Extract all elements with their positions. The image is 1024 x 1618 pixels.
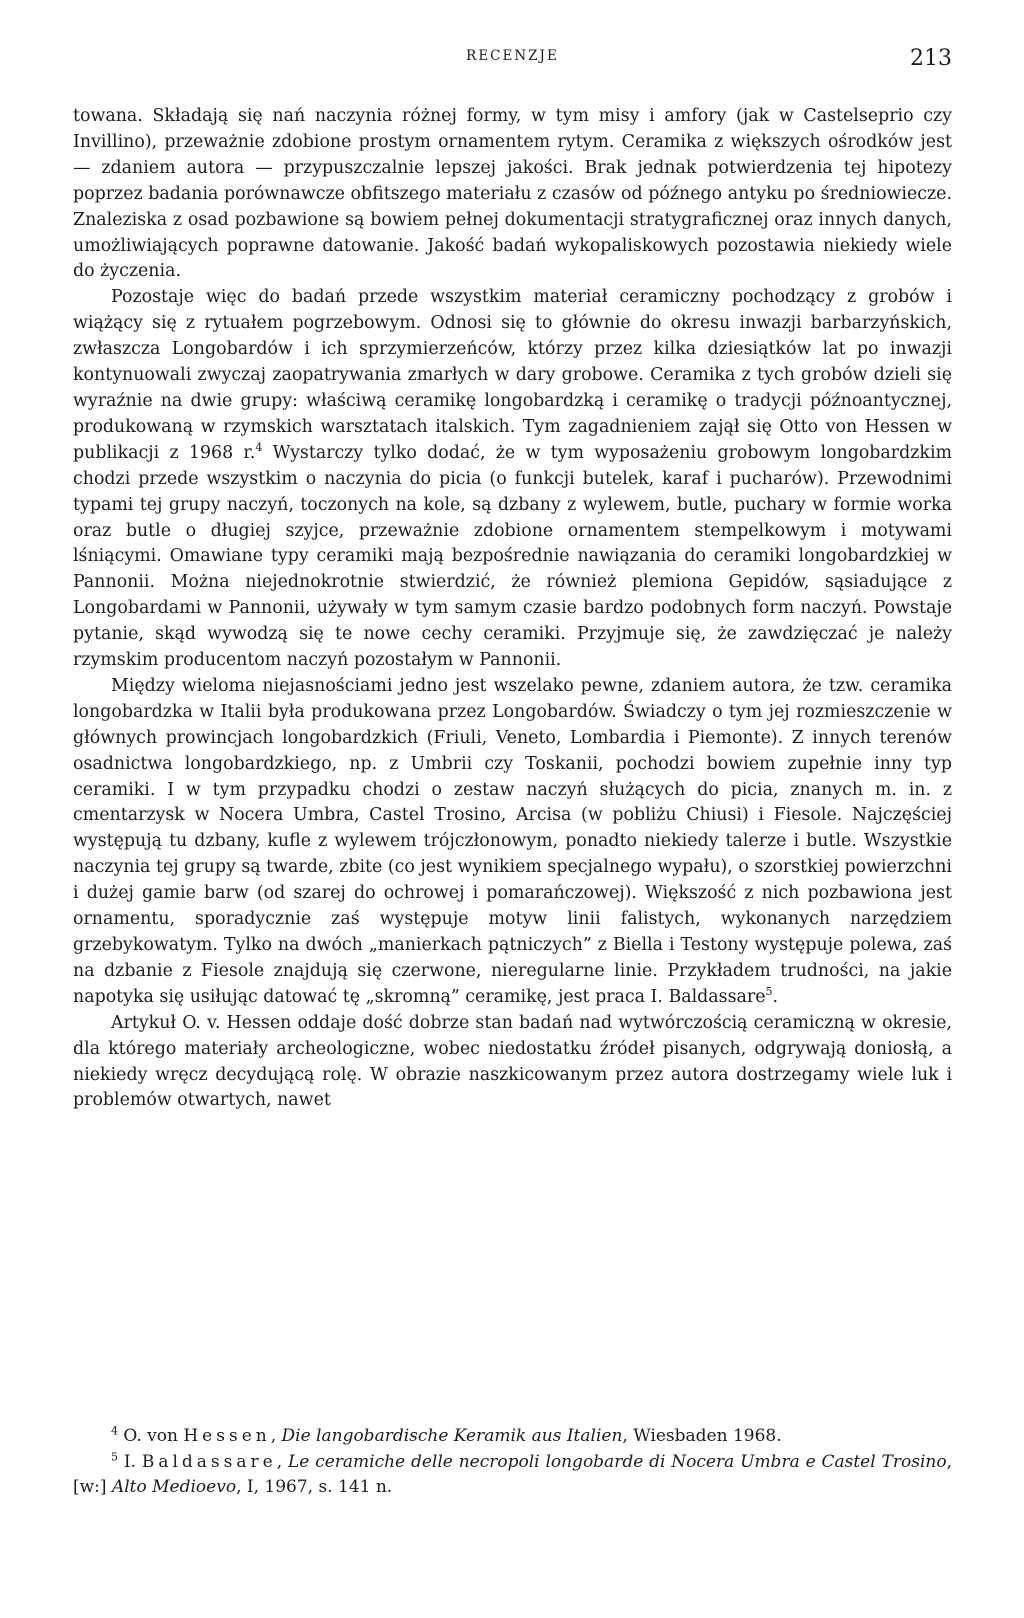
- page-header: [73, 40, 952, 76]
- footnote-5-journal: Alto Medioevo: [111, 1477, 237, 1497]
- paragraph-3-part-b: .: [772, 986, 779, 1007]
- footnote-5-author: Baldassare: [141, 1451, 277, 1472]
- footnote-5-number: 5: [111, 1449, 118, 1463]
- footnote-4-sep: ,: [270, 1426, 282, 1446]
- footnote-5-mid: , [w:]: [73, 1451, 952, 1497]
- footnote-5-author-initial: I.: [123, 1451, 142, 1472]
- footnote-4-author-initial: O. von: [123, 1426, 184, 1446]
- footnote-5-rest: , I, 1967, s. 141 n.: [236, 1477, 393, 1497]
- footnotes: [73, 1424, 952, 1501]
- footnote-5: [73, 1450, 952, 1501]
- footnote-4-rest: , Wiesbaden 1968.: [622, 1426, 782, 1446]
- paragraph-3-part-a: Między wieloma niejasnościami jedno jest wszelako pewne, zdaniem autora, że tzw. ceramika longobardzka w Italii była produkowana przez Longobardów. Świadczy o tym jej rozmieszczenie w głównych prowincjach longobardzkich (Friuli, Veneto, Lombardia i Piemonte). Z innych terenów osadnictwa longobardzkiego, np. z Umbrii czy Toskanii, pochodzi bowiem zupełnie inny typ ceramiki. I w tym przypadku chodzi o zestaw naczyń służących do picia, znanych m. in. z cmentarzysk w Nocera Umbra, Castel Trosino, Arcisa (w pobliżu Chiusi) i Fiesole. Najczęściej występują tu dzbany, kufle z wylewem trójczłonowym, ponadto niekiedy talerze i butle. Wszystkie naczynia tej grupy są twarde, zbite (co jest wynikiem specjalnego wypału), o szorstkiej powierzchni i dużej gamie barw (od szarej do ochrowej i pomarańczowej). Większość z nich pozbawiona jest ornamentu, sporadycznie zaś występuje motyw linii falistych, wykonanych narzędziem grzebykowatym. Tylko na dwóch „manierkach pątniczych” z Biella i Testony występuje polewa, zaś na dzbanie z Fiesole znajdują się czerwone, nieregularne linie. Przykładem trudności, na jakie napotyka się usiłując datować tę „skromną” ceramikę, jest praca I. Baldassare: [73, 675, 952, 1007]
- footnote-4-title: Die langobardische Keramik aus Italien: [281, 1426, 623, 1446]
- paragraph-2-part-b: Wystarczy tylko dodać, że w tym wyposażeniu grobowym longobardzkim chodzi przede wszystkim o naczynia do picia (o funkcji butelek, karaf i pucharów). Przewodnimi typami tej grupy naczyń, toczonych na kole, są dzbany z wylewem, butle, puchary w formie worka oraz butle o długiej szyjce, przeważnie zdobione ornamentem stempelkowym i motywami lśniącymi. Omawiane typy ceramiki mają bezpośrednie nawiązania do ceramiki longobardzkiej w Pannonii. Można niejednokrotnie stwierdzić, że również plemiona Gepidów, sąsiadujące z Longobardami w Pannonii, używały w tym samym czasie bardzo podobnych form naczyń. Powstaje pytanie, skąd wywodzą się te nowe cechy ceramiki. Przyjmuje się, że zawdzięczać je należy rzymskim producentom naczyń pozostałym w Pannonii.: [73, 442, 952, 671]
- footnote-5-title: Le ceramiche delle necropoli longobarde di Nocera Umbra e Castel Trosino: [287, 1451, 947, 1472]
- footnote-5-sep: ,: [276, 1451, 288, 1472]
- footnote-4-author: Hessen: [183, 1426, 271, 1446]
- paragraph-4: Artykuł O. v. Hessen oddaje dość dobrze stan badań nad wytwórczością ceramiczną w okresie, dla którego materiały archeologiczne, wobec niedostatku źródeł pisanych, odgrywają doniosłą, a niekiedy wręcz decydującą rolę. W obrazie naszkicowanym przez autora dostrzegamy wiele luk i problemów otwartych, nawet: [73, 1012, 952, 1111]
- footnote-4-number: 4: [111, 1424, 118, 1438]
- paragraph-1: towana. Składają się nań naczynia różnej formy, w tym misy i amfory (jak w Castelseprio czy Invillino), przeważnie zdobione prostym ornamentem rytym. Ceramika z większych ośrodków jest — zdaniem autora — przypuszczalnie lepszej jakości. Brak jednak potwierdzenia tej hipotezy poprzez badania porównawcze obfitszego materiału z czasów od późnego antyku po średniowiecze. Znaleziska z osad pozbawione są bowiem pełnej dokumentacji stratygraficznej oraz innych danych, umożliwiających poprawne datowanie. Jakość badań wykopaliskowych pozostawia niekiedy wiele do życzenia.: [73, 106, 952, 282]
- footnote-ref-5: 5: [765, 985, 773, 999]
- page-number: 213: [910, 46, 952, 71]
- running-head: RECENZJE: [466, 48, 559, 64]
- paragraph-2-part-a: Pozostaje więc do badań przede wszystkim materiał ceramiczny pochodzący z grobów i wiążący się z rytuałem pogrzebowym. Odnosi się to głównie do okresu inwazji barbarzyńskich, zwłaszcza Longobardów i ich sprzymierzeńców, którzy przez kilka dziesiątków lat po inwazji kontynuowali zwyczaj zaopatrywania zmarłych w dary grobowe. Ceramika z tych grobów dzieli się wyraźnie na dwie grupy: właściwą ceramikę longobardzką i ceramikę o tradycji późnoantycznej, produkowaną w rzymskich warsztatach italskich. Tym zagadnieniem zajął się Otto von Hessen w publikacji z 1968 r.: [73, 287, 952, 463]
- paragraph-3: [73, 674, 952, 1011]
- paragraph-2: [73, 285, 952, 674]
- body-text: [73, 104, 952, 1114]
- footnote-ref-4: 4: [255, 440, 263, 454]
- footnote-4: [73, 1424, 952, 1450]
